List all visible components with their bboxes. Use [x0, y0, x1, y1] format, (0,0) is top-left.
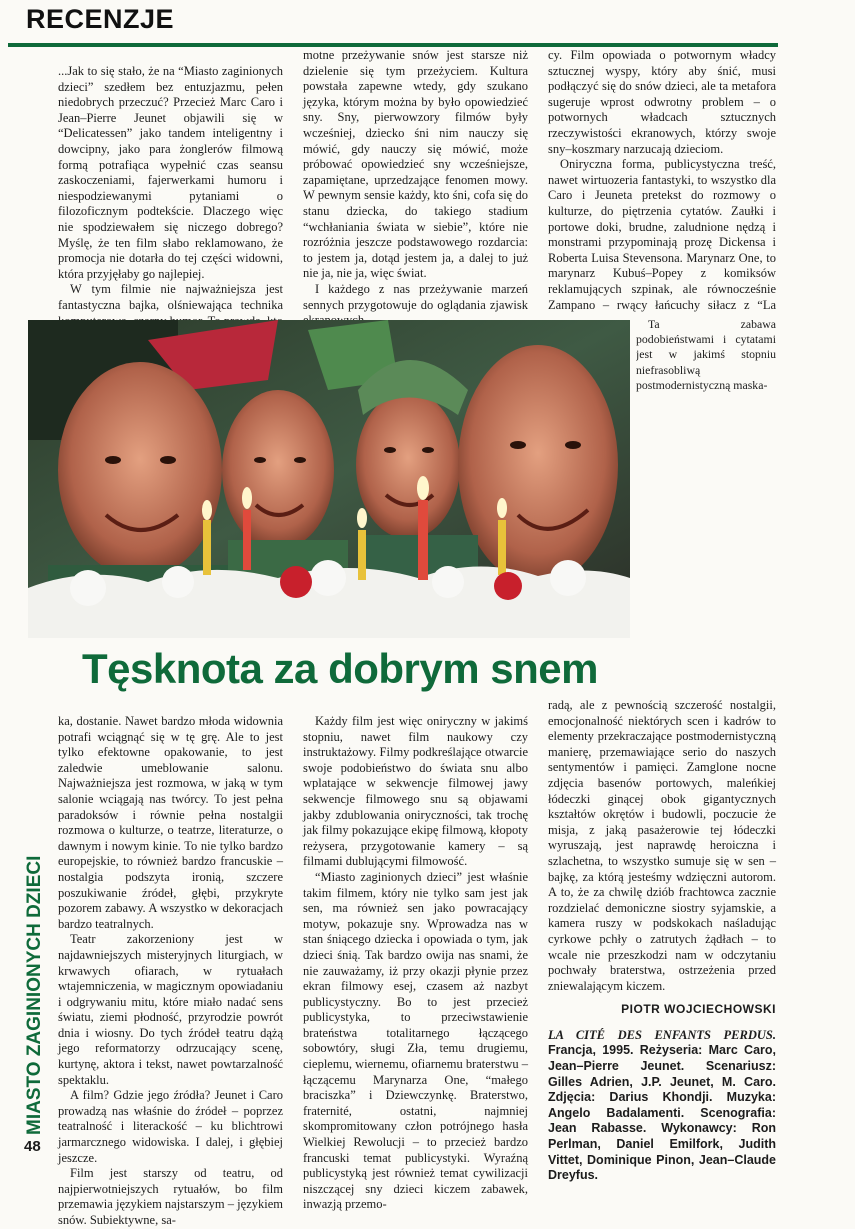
- article-column-1-bottom: [58, 714, 283, 1229]
- section-title: RECENZJE: [26, 4, 175, 34]
- paragraph: Ta zabawa podobieństwami i cytatami jest w jakimś stopniu niefrasobliwą postmodernistyczną maska-: [636, 317, 776, 392]
- paragraph: Każdy film jest więc oniryczny w jakimś stopniu, nawet film naukowy czy instruktażowy. Filmy podkreślające otwarcie swoje podobieństwo do świata snu albo wplatające w sekwencje filmowej jawy sekwencje filmowego snu są objawami jakby zdublowania oniryczności, tak trochę jak filmy pokazujące ekipę filmową, kłopoty reżysera, przygotowanie kamery – są filmami dublującymi filmowość.: [303, 714, 528, 869]
- author-byline: PIOTR WOJCIECHOWSKI: [621, 1002, 776, 1017]
- article-column-3-wrap: [636, 317, 776, 645]
- paragraph: cy. Film opowiada o potwornym władcy sztucznej wyspy, który aby śnić, musi podłączyć się do snów dzieci, ale ta metafora sugeruje wprost odwrotny problem – o potwornych władcach sztucznych rzeczywistości ekranowych, którzy swoje sny–koszmary narzucają dzieciom.: [548, 48, 776, 156]
- page-number: 48: [24, 1138, 41, 1155]
- article-column-2-top: [303, 48, 528, 329]
- paragraph: “Miasto zaginionych dzieci” jest właśnie takim filmem, który nie tylko sam jest jak sen, ma również sen jako powracający motyw, pokazuje sny. Wprowadza nas w stan śniącego dziecka i opowiada o tym, jak dzieci śnią. Tak bardzo owija nas snami, że nie zauważamy, iż przy okazji płynie przez ekran filmowy esej, czasem aż nazbyt publicystyczny. Bo to jest przecież publicystyka, to przeciwstawienie brateństwa totalitarnego łączącego sobowtóry, sługi Zła, temu drugiemu, cieplemu, wiernemu, ofiarnemu braterstwu – łączącemu Marynarza One, “małego braciszka” i Dziewczynkę. Braterstwo, fraternité, ostatni, najmniej skompromitowany człon potrójnego hasła Wielkiej Rewolucji – to przecież bardzo francuski temat publicystyki. Wyraźną publicystyką jest również temat cywilizacji niszczącej sny dzieci kiczem zabawek, inwazją przemo-: [303, 869, 528, 1212]
- article-column-3-top: [548, 48, 776, 314]
- article-column-1-top: [58, 64, 283, 345]
- article-headline: Tęsknota za dobrym snem: [82, 645, 598, 692]
- paragraph: W tym filmie nie najważniejsza jest fantastyczna bajka, olśniewająca technika: [58, 282, 283, 312]
- film-credits: [548, 1028, 776, 1184]
- paragraph: ...Jak to się stało, że na “Miasto zaginionych dzieci” szedłem bez entuzjazmu, pełen niedobrych przeczuć? Przecież Marc Caro i Jean–Pierre Jeunet objawili się w “Delicatessen” jako tandem inteligentny i dowcipny, jako para żonglerów filmową formą potrafiąca wypełnić czas seansu zaskoczeniami, fajerwerkami humoru i niespodziewanymi pytaniami o filozoficznym podtekście. Dlaczego więc nie spodziewałem się niczego dobrego? Myślę, że ten film słabo reklamowano, że promocja nie dotarła do tej części widowni, która przyjęłaby go najlepiej.: [58, 64, 283, 281]
- paragraph: Oniryczna forma, publicystyczna treść, nawet wirtuozeria fantastyki, to wszystko dla Caro i Jeuneta pretekst do rozmowy o kulturze, do piętrzenia cytatów. Zaułki i portowe doki, brudne, zaludnione nędzą i monstrami przypominają prozę Dickensa i Roberta Luisa Stevensona. Marynarz One, to marynarz Kubuś–Popey z komiksów reklamujących szpinak, ale równocześnie Zampano – rwący łańcuchy siłacz z “La: [548, 157, 776, 312]
- paragraph: I każdego z nas przeżywanie marzeń sennych przygotowuje do oglądania zjawisk: [303, 281, 528, 312]
- film-credits-body: Francja, 1995. Reżyseria: Marc Caro, Jean–Pierre Jeunet. Scenariusz: Gilles Adrien, J.P. Jeunet, M. Caro. Zdjęcia: Darius Khondji. Muzyka: Angelo Badalamenti. Scenografia: Jean Rabasse. Wykonawcy: Ron Perlman, Daniel Emilfork, Judith Vittet, Dominique Pinon, Jean–Claude Dreyfus.: [548, 1043, 776, 1183]
- film-title: LA CITÉ DES ENFANTS PERDUS.: [548, 1027, 776, 1042]
- paragraph: A film? Gdzie jego źródła? Jeunet i Caro prowadzą nas właśnie do źródeł – poprzez teatralność i literackość – ku blichtrowi jarmarcznego widowiska. I dalej, i głębiej jeszcze.: [58, 1088, 283, 1165]
- paragraph: ka, dostanie. Nawet bardzo młoda widownia potrafi wciągnąć się w tę grę. Ale to jest tylko efektowne opakowanie, to jest zaledwie umeblowanie salonu. Najważniejsza jest rozmowa, w jaką w tym salonie wciągają nas twórcy. To jest pełna paradoksów i równie pełna nostalgii rozmowa o kulturze, o teatrze, literaturze, o dawnym i nowym kinie. To nie tylko bardzo europejskie, to również bardzo francuskie – nostalgia podszyta ironią, szczere poszukiwanie źródeł, głębi, przykryte pozorem zabawy. A wszystko w dekoracjach bardzo teatralnych.: [58, 714, 283, 931]
- paragraph: radą, ale z pewnością szczerość nostalgii, emocjonalność niektórych scen i kadrów to elementy przekraczające postmodernistyczną manierę, przemawiające serio do naszych sentymentów i pamięci. Zamglone nocne zdjęcia basenów portowych, maleńkiej łódeczki ginącej obok gigantycznych kształtów okrętów i budowli, poczucie że misja, z jaką pasażerowie tej łódeczki wyruszają, jest naprawdę heroiczna i szlachetna, to wszystko sumuje się w sen – bajkę, za którą jesteśmy wdzięczni autorom. A to, że za chwilę dziób frachtowca zacznie rozdzielać demoniczne siostry syjamskie, a kamera ruszy w podskokach naśladując cyrkowe pchły o zatrutych żądłach – to wcale nie przeszkodzi nam w odczytaniu pochwały braterstwa, ostrzeżenia przed zniewalającym kiczem.: [548, 698, 776, 993]
- paragraph: motne przeżywanie snów jest starsze niż dzielenie się tym przeżyciem. Kultura powstała zapewne wtedy, gdy szukano języka, którym można by było opowiedzieć sny. Sny, pierwowzory filmów były wcześniej, dziecko śni nim nauczy się mówić, gdy nauczy się mówić, może próbować opowiedzieć sny wcześniejsze, zapamiętane, uprzedzające fenomen mowy. W pewnym sensie każdy, kto śni, cofa się do stanu dziecka, do takiego stadium “wchłaniania świata w siebie”, które nie rozróżnia jeszcze podstawowego rozdarcia: to jestem ja, dotąd jestem ja, a dalej to już nie ja, nie ja, więc świat.: [303, 48, 528, 281]
- article-column-3-bottom: [548, 698, 776, 1184]
- vertical-label-text: MIASTO ZAGINIONYCH DZIECI: [24, 855, 45, 1135]
- paragraph: Film jest starszy od teatru, od najpierwotniejszych rytuałów, bo film przemawia językiem najstarszym – językiem snów. Subiektywne, sa-: [58, 1166, 283, 1227]
- vertical-section-label: [20, 835, 46, 1135]
- paragraph: Teatr zakorzeniony jest w najdawniejszych misteryjnych liturgiach, w krwawych ofiarach, w rytuałach wtajemniczenia, w magicznym opowiadaniu i odgrywaniu mitu, które miało nadać sens światu, ziemi płodność, przyrodzie powrót dnia i wiosny. Do tych źródeł teatru dążą jego reformatorzy odrzucający scenę, kurtynę, aktora i tekst, nawet powtarzalność spektaklu.: [58, 932, 283, 1087]
- header-rule: [8, 43, 778, 47]
- article-column-2-bottom: [303, 714, 528, 1213]
- film-still-photo: [28, 320, 630, 638]
